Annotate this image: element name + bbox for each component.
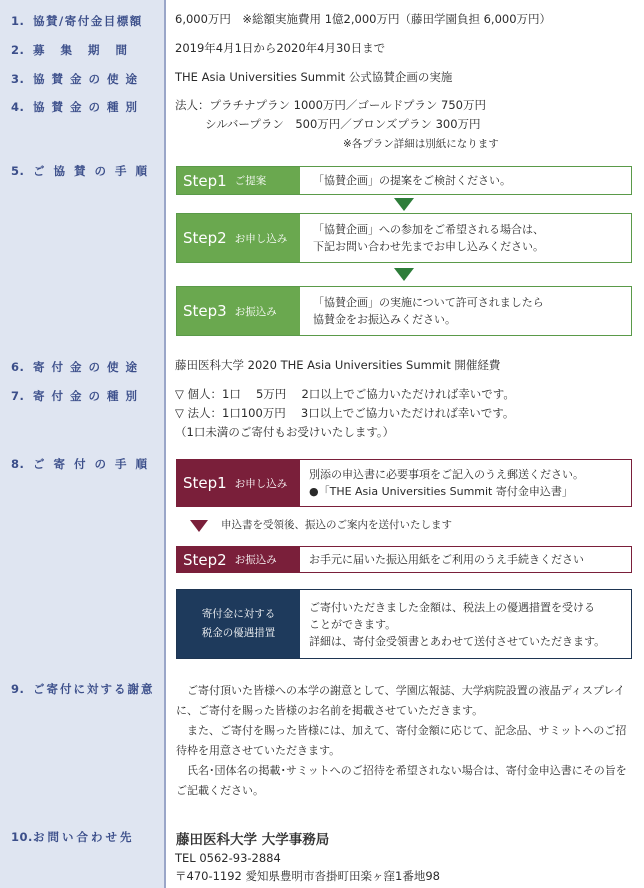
label-column <box>0 0 166 888</box>
down-arrow-icon <box>394 198 414 211</box>
step-text: 「協賛企画」の提案をご検討ください。 <box>313 174 511 187</box>
sponsor-step-3 <box>176 286 632 336</box>
label-10: 10.お問い合わせ先 <box>11 830 135 844</box>
step-text: 「協賛企画」への参加をご希望される場合は、 下記お問い合わせ先までお申し込みください。 <box>313 223 544 253</box>
donation-between-note: 申込書を受領後、振込のご案内を送付いたします <box>221 519 452 531</box>
donation-types-line3: （1口未満のご寄付もお受けいたします。） <box>175 425 395 439</box>
label-7: 7. 寄付金の種別 <box>11 389 144 403</box>
target-amount: 6,000万円 ※総額実施費用 1億2,000万円（藤田学園負担 6,000万円） <box>175 12 552 26</box>
thanks-paragraph: 氏名･団体名の掲載･サミットへのご招待を希望されない場合は、寄付金申込書にその旨をご記載ください。 <box>176 764 627 797</box>
down-arrow-icon <box>190 520 208 532</box>
contact-name: 藤田医科大学 大学事務局 <box>176 832 330 848</box>
sponsor-use: THE Asia Universities Summit 公式協賛企画の実施 <box>175 70 453 84</box>
thanks-paragraph: また、ご寄付を賜った皆様には、加えて、寄付金額に応じて、記念品、サミットへのご招待枠を用意させていただきます。 <box>176 724 627 757</box>
tax-text: ご寄付いただきました金額は、税法上の優遇措置を受ける ことができます。 詳細は、寄付金受領書とあわせて送付させていただきます。 <box>309 600 606 648</box>
step-text: 「協賛企画」の実施について許可されましたら 協賛金をお振込みください。 <box>313 296 544 326</box>
step-badge: Step1 ご提案 <box>177 167 300 194</box>
sponsor-types-note: ※各プラン詳細は別紙になります <box>343 138 499 150</box>
step-badge: Step2 お振込み <box>177 547 300 572</box>
recruitment-period: 2019年4月1日から2020年4月30日まで <box>175 41 386 55</box>
label-1: 1. 協賛/寄付金目標額 <box>11 14 143 28</box>
label-9: 9. ご寄付に対する謝意 <box>11 682 155 696</box>
label-2: 2. 募 集 期 間 <box>11 43 134 57</box>
donation-types-line1: ▽ 個人：1口 5万円 2口以上でご協力いただければ幸いです。 <box>175 387 515 401</box>
thanks-paragraph: ご寄付頂いた皆様への本学の謝意として、学園広報誌、大学病院設置の液晶ディスプレイに、ご寄付を賜った皆様のお名前を掲載させていただきます。 <box>176 684 625 717</box>
step-badge: Step3 お振込み <box>177 287 300 335</box>
step-badge: Step1 お申し込み <box>177 460 300 506</box>
tax-benefit-box <box>176 589 632 659</box>
donation-step-1 <box>176 459 632 507</box>
sponsor-types-line1: 法人：プラチナプラン 1000万円／ゴールドプラン 750万円 <box>175 98 486 112</box>
label-3: 3. 協賛金の使途 <box>11 72 144 86</box>
contact-tel: TEL 0562-93-2884 <box>175 851 281 865</box>
step-text: お手元に届いた振込用紙をご利用のうえ手続きください <box>309 553 584 566</box>
label-6: 6. 寄付金の使途 <box>11 360 144 374</box>
step-badge: Step2 お申し込み <box>177 214 300 262</box>
step-text: 別添の申込書に必要事項をご記入のうえ郵送ください。 ●「THE Asia Universities Summit 寄付金申込書」 <box>309 468 584 498</box>
tax-badge: 寄付金に対する 税金の優遇措置 <box>177 590 300 658</box>
sponsor-step-2 <box>176 213 632 263</box>
sponsor-step-1 <box>176 166 632 195</box>
thanks-paragraphs <box>176 681 634 801</box>
donation-types-line2: ▽ 法人：1口100万円 3口以上でご協力いただければ幸いです。 <box>175 406 515 420</box>
label-5: 5. ご協賛の手順 <box>11 164 156 178</box>
label-4: 4. 協賛金の種別 <box>11 100 144 114</box>
down-arrow-icon <box>394 268 414 281</box>
label-8: 8. ご寄付の手順 <box>11 457 156 471</box>
donation-use: 藤田医科大学 2020 THE Asia Universities Summit 開催経費 <box>175 358 501 372</box>
donation-step-2 <box>176 546 632 573</box>
sponsor-types-line2: シルバープラン 500万円／ブロンズプラン 300万円 <box>205 117 481 131</box>
contact-address: 〒470-1192 愛知県豊明市沓掛町田楽ヶ窪1番地98 <box>175 869 440 883</box>
